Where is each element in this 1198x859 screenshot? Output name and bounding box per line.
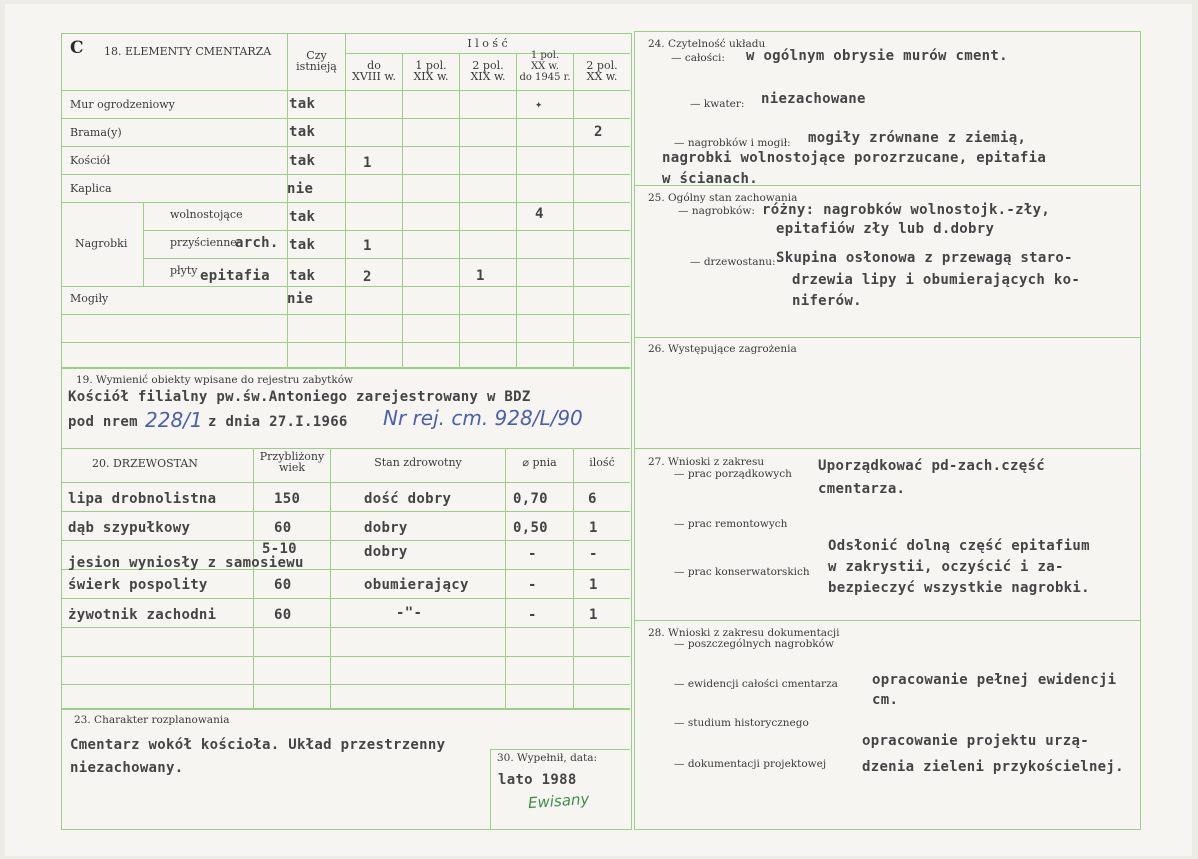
kosciol-czy-value: tak bbox=[289, 153, 316, 169]
prac-konserwatorskich-line-1: Odsłonić dolną część epitafium bbox=[828, 538, 1090, 554]
wolno-1xx-value: 4 bbox=[535, 206, 544, 222]
prac-porzadkowych-line-2: cmentarza. bbox=[818, 481, 906, 497]
dokumentacji-line-1: opracowanie projektu urzą- bbox=[862, 733, 1089, 749]
czy-line2: istnieją bbox=[296, 60, 337, 73]
row-label-plyty: płyty bbox=[170, 264, 198, 277]
prac-porzadkowych-label: — prac porządkowych bbox=[674, 468, 792, 480]
studium-label: — studium historycznego bbox=[674, 717, 809, 729]
tree-health: -"- bbox=[396, 605, 423, 621]
kosciol-xviii-value: 1 bbox=[363, 155, 372, 171]
tree-name: dąb szypułkowy bbox=[68, 520, 191, 536]
col-header-line: 2 pol. bbox=[472, 59, 504, 72]
section-20-title: 20. DRZEWOSTAN bbox=[92, 457, 198, 470]
ilosc-header: I l o ś ć bbox=[467, 37, 508, 50]
nagrobkow-mogil-line-3: w ścianach. bbox=[662, 171, 759, 187]
wiek-header-line: Przybliżony bbox=[259, 450, 325, 463]
row-label-kosciol: Kościół bbox=[70, 154, 111, 167]
plyty-xviii-value: 2 bbox=[363, 269, 372, 285]
tree-name: świerk pospolity bbox=[68, 577, 208, 593]
nagrobkow-mogil-line-1: mogiły zrównane z ziemią, bbox=[808, 130, 1027, 146]
drzewostan-line-2: drzewia lipy i obumierających ko- bbox=[792, 272, 1081, 288]
prac-konserwatorskich-line-3: bezpieczyć wszystkie nagrobki. bbox=[828, 580, 1090, 596]
tree-health: dość dobry bbox=[364, 491, 452, 507]
stan-nagrobkow-label: — nagrobków: bbox=[678, 205, 755, 217]
sec30-left-rule bbox=[490, 749, 491, 829]
wolno-czy-value: tak bbox=[289, 209, 316, 225]
col-header-1xix bbox=[403, 60, 459, 82]
tree-count: - bbox=[589, 546, 598, 562]
section-24-title: 24. Czytelność układu bbox=[648, 38, 766, 50]
registry-handwritten-note: Nr rej. cm. 928/L/90 bbox=[383, 406, 583, 430]
prac-konserwatorskich-label: — prac konserwatorskich bbox=[674, 566, 810, 578]
przysc-xviii-value: 1 bbox=[363, 238, 372, 254]
col-header-2xix bbox=[460, 60, 516, 82]
col-header-line: XX w. bbox=[586, 70, 618, 83]
sec30-top-rule bbox=[490, 749, 630, 750]
stan-nagrobkow-line-1: różny: nagrobków wolnostojk.-zły, bbox=[762, 202, 1051, 218]
layout-line-2: niezachowany. bbox=[70, 760, 184, 776]
prac-remontowych-label: — prac remontowych bbox=[674, 518, 788, 530]
kaplica-czy-value: nie bbox=[287, 181, 314, 197]
calosci-value: w ogólnym obrysie murów cment. bbox=[746, 48, 1008, 64]
section-26-title: 26. Występujące zagrożenia bbox=[648, 343, 797, 355]
col-header-1xx bbox=[517, 50, 573, 83]
tree-age: 60 bbox=[274, 520, 292, 536]
section-30-title: 30. Wypełnił, data: bbox=[497, 752, 598, 764]
col-header-line: do bbox=[367, 59, 381, 72]
registry-line-2a: pod nrem bbox=[68, 414, 138, 430]
col-header-2xx bbox=[574, 60, 630, 82]
calosci-label: — całości: bbox=[671, 52, 725, 64]
ewidencji-line-1: opracowanie pełnej ewidencji bbox=[872, 672, 1117, 688]
wiek-header-line: wiek bbox=[278, 461, 306, 474]
tree-age: 60 bbox=[274, 607, 292, 623]
row-label-brama: Brama(y) bbox=[70, 126, 122, 139]
brama-czy-value: tak bbox=[289, 124, 316, 140]
plyty-czy-value: tak bbox=[289, 268, 316, 284]
section-18-title: 18. ELEMENTY CMENTARZA bbox=[104, 45, 272, 58]
tree-name: żywotnik zachodni bbox=[68, 607, 217, 623]
kwater-label: — kwater: bbox=[690, 98, 745, 110]
tree-age: 150 bbox=[274, 491, 301, 507]
pnia-header: ⌀ pnia bbox=[522, 456, 557, 469]
przysc-prefix-value: arch. bbox=[235, 235, 279, 251]
mur-czy-value: tak bbox=[289, 96, 316, 112]
nagrobkow-mogil-label: — nagrobków i mogił: bbox=[674, 137, 791, 149]
tree-diameter: - bbox=[528, 577, 537, 593]
nagrobkow-mogil-line-2: nagrobki wolnostojące porozrzucane, epitafia bbox=[662, 150, 1047, 166]
row-label-przyscienne: przyścienne bbox=[170, 236, 237, 249]
registry-line-1: Kościół filialny pw.św.Antoniego zarejestrowany w BDZ bbox=[68, 389, 531, 405]
ilosc-header-20: ilość bbox=[589, 456, 615, 469]
col-header-line: XIX w. bbox=[470, 70, 506, 83]
col-header-line: 2 pol. bbox=[586, 59, 618, 72]
row-label-mur: Mur ogrodzeniowy bbox=[70, 98, 175, 111]
signature: Ewisany bbox=[527, 789, 590, 813]
section-letter: C bbox=[70, 38, 84, 58]
prac-porzadkowych-line-1: Uporządkować pd-zach.część bbox=[818, 458, 1045, 474]
czy-istnieja-header bbox=[288, 50, 345, 72]
tree-health: dobry bbox=[364, 544, 408, 560]
tree-age: 60 bbox=[274, 577, 292, 593]
dokumentacji-label: — dokumentacji projektowej bbox=[674, 758, 827, 770]
section-25-title: 25. Ogólny stan zachowania bbox=[648, 192, 798, 204]
stan-nagrobkow-line-2: epitafiów zły lub d.dobry bbox=[776, 221, 995, 237]
prac-konserwatorskich-line-2: w zakrystii, oczyścić i za- bbox=[828, 559, 1064, 575]
tree-count: 1 bbox=[589, 577, 598, 593]
registry-line-2b: z dnia 27.I.1966 bbox=[208, 414, 348, 430]
mogily-czy-value: nie bbox=[287, 291, 314, 307]
tree-count: 1 bbox=[589, 607, 598, 623]
plyty-prefix-value: epitafia bbox=[200, 268, 270, 284]
tree-health: obumierający bbox=[364, 577, 469, 593]
col-header-line: XIX w. bbox=[413, 70, 449, 83]
ewidencji-label: — ewidencji całości cmentarza bbox=[674, 678, 838, 690]
dokumentacji-line-2: dzenia zieleni przykościelnej. bbox=[862, 759, 1124, 775]
tree-count: 1 bbox=[589, 520, 598, 536]
col-header-line: 1 pol. bbox=[415, 59, 447, 72]
section-28-title: 28. Wnioski z zakresu dokumentacji bbox=[648, 627, 840, 639]
col-header-xviii bbox=[346, 60, 402, 82]
mur-mark-value: ✦ bbox=[535, 97, 543, 111]
col-header-line: do 1945 r. bbox=[519, 72, 571, 83]
row-label-wolnostojace: wolnostojące bbox=[170, 208, 243, 221]
tree-name: jesion wyniosły z samosiewu bbox=[68, 555, 304, 571]
brama-2xx-value: 2 bbox=[594, 124, 603, 140]
kwater-value: niezachowane bbox=[761, 91, 866, 107]
section-27-title: 27. Wnioski z zakresu bbox=[648, 456, 765, 468]
tree-health: dobry bbox=[364, 520, 408, 536]
tree-diameter: 0,70 bbox=[513, 491, 548, 507]
czy-line1: Czy bbox=[306, 49, 327, 62]
tree-diameter: - bbox=[528, 607, 537, 623]
col-header-line: 1 pol. bbox=[530, 50, 560, 61]
drzewostan-line-1: Skupina osłonowa z przewagą staro- bbox=[776, 250, 1073, 266]
tree-count: 6 bbox=[588, 491, 597, 507]
row-label-mogily: Mogiły bbox=[70, 292, 109, 305]
row-label-nagrobki: Nagrobki bbox=[75, 237, 128, 250]
col-header-line: XVIII w. bbox=[352, 70, 396, 83]
col-header-line: XX w. bbox=[531, 61, 559, 72]
section-19-title: 19. Wymienić obiekty wpisane do rejestru zabytków bbox=[76, 374, 354, 386]
tree-diameter: - bbox=[528, 546, 537, 562]
layout-line-1: Cmentarz wokół kościoła. Układ przestrzenny bbox=[70, 737, 446, 753]
wiek-header bbox=[254, 451, 330, 473]
tree-name: lipa drobnolistna bbox=[68, 491, 217, 507]
section-23-title: 23. Charakter rozplanowania bbox=[74, 714, 230, 726]
row-label-kaplica: Kaplica bbox=[70, 182, 112, 195]
plyty-2xix-value: 1 bbox=[476, 268, 485, 284]
registry-number: 228/1 bbox=[145, 408, 203, 432]
drzewostan-line-3: niferów. bbox=[792, 293, 862, 309]
ewidencji-line-2: cm. bbox=[872, 692, 899, 708]
tree-age: 5-10 bbox=[262, 541, 297, 557]
drzewostan-label: — drzewostanu: bbox=[690, 256, 776, 268]
stan-header: Stan zdrowotny bbox=[374, 456, 462, 469]
fill-date: lato 1988 bbox=[498, 772, 577, 788]
poszczegolnych-nagrobkow-label: — poszczególnych nagrobków bbox=[674, 638, 834, 650]
przysc-czy-value: tak bbox=[289, 237, 316, 253]
tree-diameter: 0,50 bbox=[513, 520, 548, 536]
